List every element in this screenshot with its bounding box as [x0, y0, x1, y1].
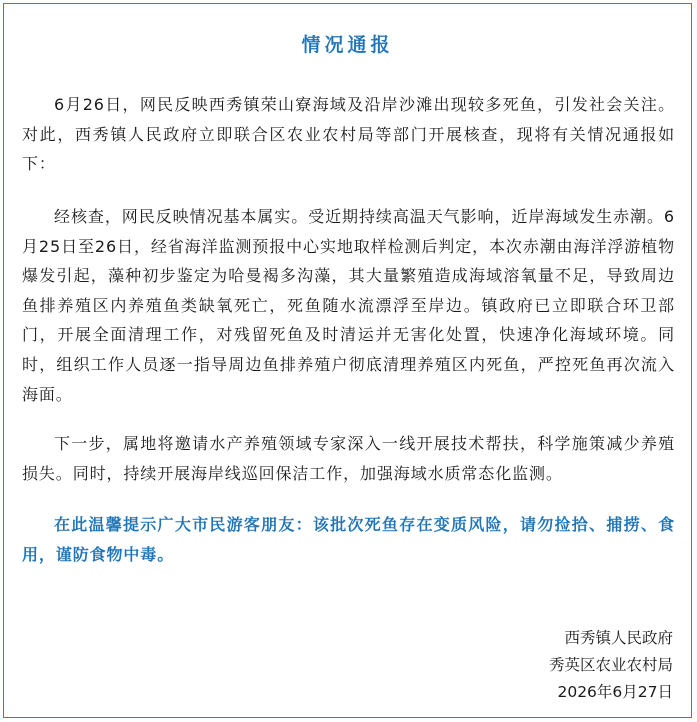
paragraph-warning: 在此温馨提示广大市民游客朋友：该批次死鱼存在变质风险，请勿捡拾、捕捞、食用，谨防食物中毒。: [22, 515, 675, 564]
paragraph-next-steps: 下一步，属地将邀请水产养殖领域专家深入一线开展技术帮扶，科学施策减少养殖损失。同时，持续开展海岸线巡回保洁工作，加强海域水质常态化监测。: [22, 434, 675, 483]
paragraph-intro: 6月26日，网民反映西秀镇荣山寮海域及沿岸沙滩出现较多死鱼，引发社会关注。对此，西秀镇人民政府立即联合区农业农村局等部门开展核查，现将有关情况通报如下：: [22, 95, 675, 174]
paragraph-findings: 经核查，网民反映情况基本属实。受近期持续高温天气影响，近岸海域发生赤潮。6月25日至26日，经省海洋监测预报中心实地取样检测后判定，本次赤潮由海洋浮游植物爆发引起，藻种初步鉴定为哈曼褐多沟藻，其大量繁殖造成海域溶氧量不足，导致周边鱼排养殖区内养殖鱼类缺氧死亡，死鱼随水流漂浮至岸边。镇政府已立即联合环卫部门，开展全面清理工作，对残留死鱼及时清运并无害化处置，快速净化海域环境。同时，组织工作人员逐一指导周边鱼排养殖户彻底清理养殖区内死鱼，严控死鱼再次流入海面。: [22, 207, 675, 404]
notice-frame: [3, 3, 692, 718]
signature-org-bureau: 秀英区农业农村局: [548, 656, 673, 674]
signature-org-town: 西秀镇人民政府: [564, 629, 673, 647]
notice-title: 情况通报: [301, 34, 394, 56]
signature-date: 2026年6月27日: [557, 683, 673, 701]
